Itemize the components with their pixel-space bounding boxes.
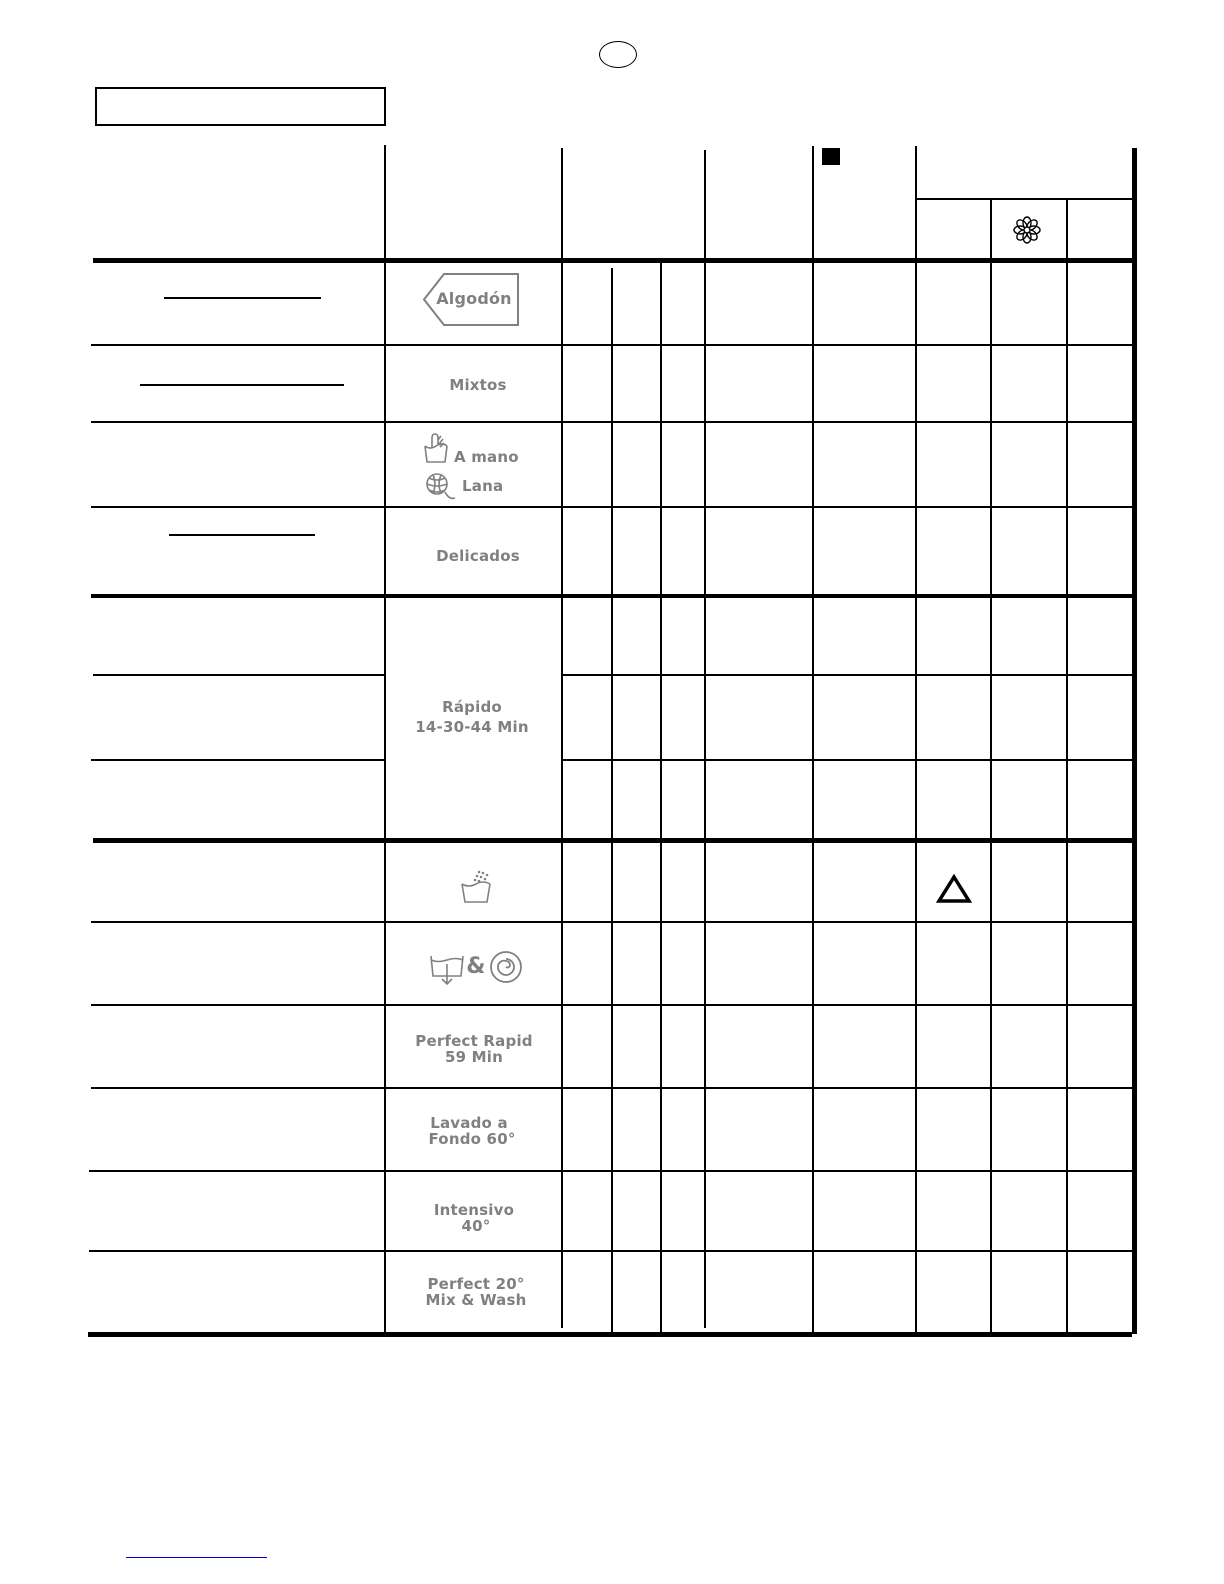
program-perfect-rapid-label: Perfect Rapid <box>415 1032 533 1050</box>
country-badge <box>599 41 637 68</box>
group-divider <box>93 838 1135 843</box>
program-algodon-label: Algodón <box>436 289 512 308</box>
program-intensivo-label: Intensivo <box>433 1201 515 1219</box>
program-perfect-20-mix: Mix & Wash <box>425 1291 527 1309</box>
row-divider <box>563 759 1132 761</box>
column-divider <box>990 200 992 1332</box>
subheader-divider <box>917 198 1134 200</box>
program-perfect-20-label: Perfect 20° <box>427 1275 525 1293</box>
underline-placeholder <box>169 534 315 536</box>
column-divider <box>915 146 917 1332</box>
spin-icon <box>488 949 524 985</box>
column-divider <box>611 268 613 1334</box>
program-a-mano-label: A mano <box>454 448 519 466</box>
table-right-border <box>1132 148 1137 1334</box>
column-divider <box>384 145 386 1332</box>
column-divider <box>1066 200 1068 1332</box>
row-divider <box>93 674 385 676</box>
program-lana-label: Lana <box>462 477 504 495</box>
drain-spin-ampersand: & <box>466 954 486 979</box>
column-divider <box>812 146 814 1332</box>
column-divider <box>704 150 706 1328</box>
program-lavado-fondo-temp: Fondo 60° <box>428 1130 516 1148</box>
square-marker-icon <box>822 148 840 165</box>
triangle-icon <box>936 874 972 904</box>
hand-wash-icon <box>422 432 450 464</box>
program-perfect-rapid-time: 59 Min <box>444 1048 504 1066</box>
flower-softener-icon <box>1012 215 1042 245</box>
column-divider <box>660 263 662 1334</box>
row-divider <box>563 674 1132 676</box>
footer-link-underline <box>126 1557 267 1558</box>
underline-placeholder <box>164 297 321 299</box>
rinse-icon <box>459 869 493 905</box>
header-divider <box>93 258 1135 263</box>
column-divider <box>561 148 563 1328</box>
program-delicados-label: Delicados <box>436 547 520 565</box>
program-rapido-label: Rápido <box>442 698 502 716</box>
table-bottom-border <box>88 1332 1132 1337</box>
wool-yarn-icon <box>421 468 457 504</box>
program-rapido-times: 14-30-44 Min <box>415 718 529 736</box>
page-title-box <box>95 87 386 126</box>
row-divider <box>91 759 385 761</box>
program-mixtos-label: Mixtos <box>449 376 507 394</box>
group-divider <box>91 594 1135 598</box>
program-intensivo-temp: 40° <box>461 1217 491 1235</box>
program-lavado-fondo-label: Lavado a <box>430 1114 508 1132</box>
underline-placeholder <box>140 384 344 386</box>
